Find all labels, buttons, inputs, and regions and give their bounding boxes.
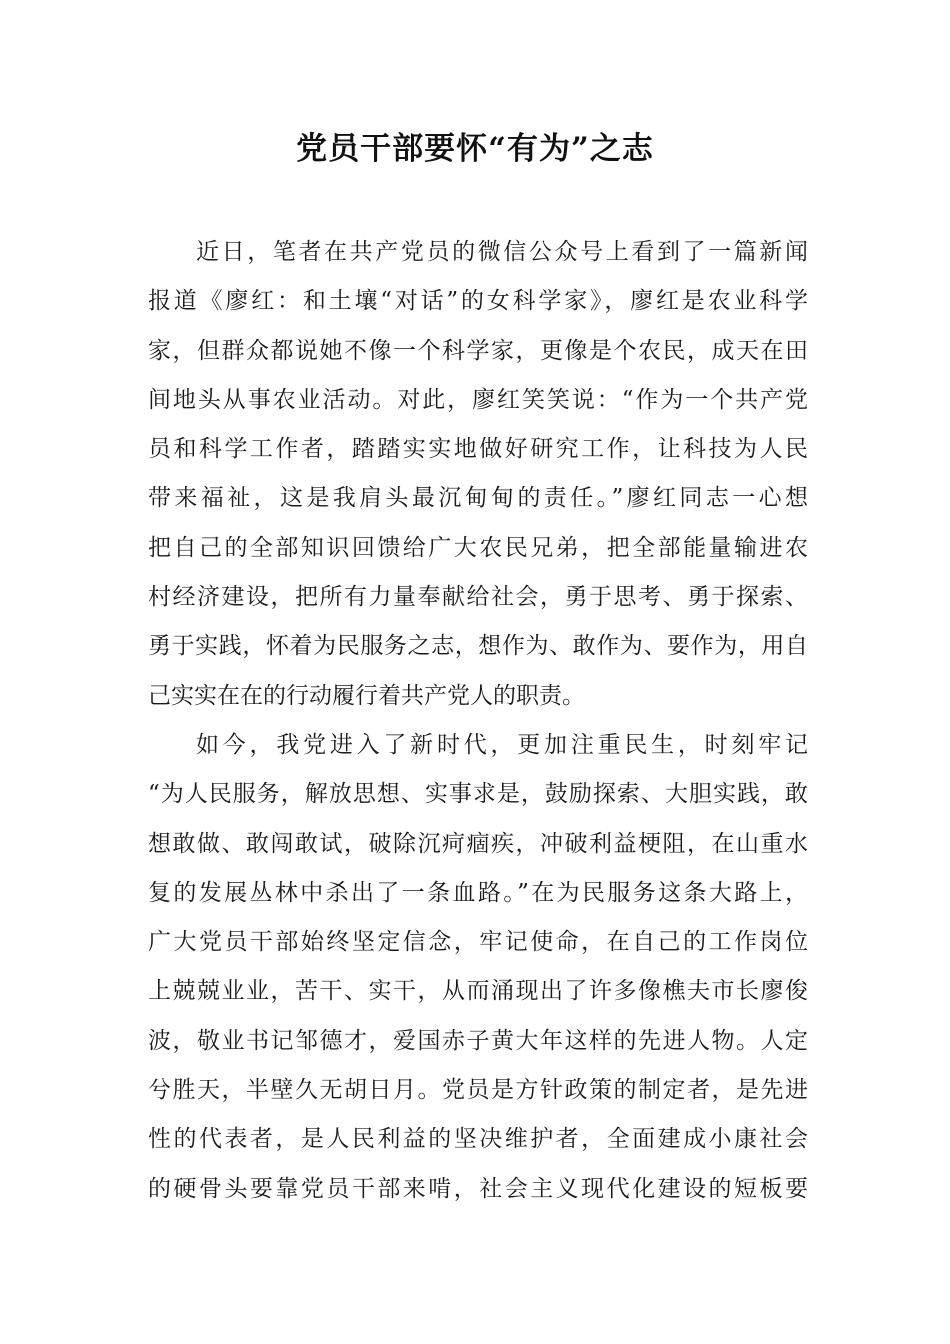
paragraph-line: 复的发展丛林中杀出了一条血路。”在为民服务这条大路上， xyxy=(148,879,808,906)
paragraph-line: 带来福祉，这是我肩头最沉甸甸的责任。”廖红同志一心想 xyxy=(148,485,808,512)
paragraph-line: 兮胜天，半壁久无胡日月。党员是方针政策的制定者，是先进 xyxy=(148,1077,808,1104)
document-title: 党员干部要怀“有为”之志 xyxy=(296,131,654,167)
paragraph-2 xyxy=(148,721,808,1214)
paragraph-line: 间地头从事农业活动。对此，廖红笑笑说：“作为一个共产党 xyxy=(148,386,808,413)
paragraph-line: 员和科学工作者，踏踏实实地做好研究工作，让科技为人民 xyxy=(148,436,808,463)
paragraph-line: 性的代表者，是人民利益的坚决维护者，全面建成小康社会 xyxy=(148,1126,808,1153)
paragraph-line: 想敢做、敢闯敢试，破除沉疴痼疾，冲破利益梗阻，在山重水 xyxy=(148,830,808,857)
paragraph-line: “为人民服务，解放思想、实事求是，鼓励探索、大胆实践，敢 xyxy=(148,781,808,808)
paragraph-1 xyxy=(148,228,808,721)
paragraph-line: 波，敬业书记邹德才，爱国赤子黄大年这样的先进人物。人定 xyxy=(148,1027,808,1054)
paragraph-line: 上兢兢业业，苦干、实干，从而涌现出了许多像樵夫市长廖俊 xyxy=(148,978,808,1005)
paragraph-line: 家，但群众都说她不像一个科学家，更像是个农民，成天在田 xyxy=(148,337,808,364)
paragraph-line: 把自己的全部知识回馈给广大农民兄弟，把全部能量输进农 xyxy=(148,534,808,561)
paragraph-line: 近日，笔者在共产党员的微信公众号上看到了一篇新闻 xyxy=(196,239,808,265)
document-body xyxy=(148,228,808,1214)
paragraph-line: 己实实在在的行动履行着共产党人的职责。 xyxy=(148,682,585,709)
paragraph-line: 的硬骨头要靠党员干部来啃，社会主义现代化建设的短板要 xyxy=(148,1175,808,1202)
paragraph-line: 勇于实践，怀着为民服务之志，想作为、敢作为、要作为，用自 xyxy=(148,633,808,660)
paragraph-line: 村经济建设，把所有力量奉献给社会，勇于思考、勇于探索、 xyxy=(148,584,808,611)
paragraph-line: 报道《廖红：和土壤“对话”的女科学家》，廖红是农业科学 xyxy=(148,288,808,315)
paragraph-line: 如今，我党进入了新时代，更加注重民生，时刻牢记 xyxy=(196,731,808,758)
paragraph-line: 广大党员干部始终坚定信念，牢记使命，在自己的工作岗位 xyxy=(148,929,808,956)
